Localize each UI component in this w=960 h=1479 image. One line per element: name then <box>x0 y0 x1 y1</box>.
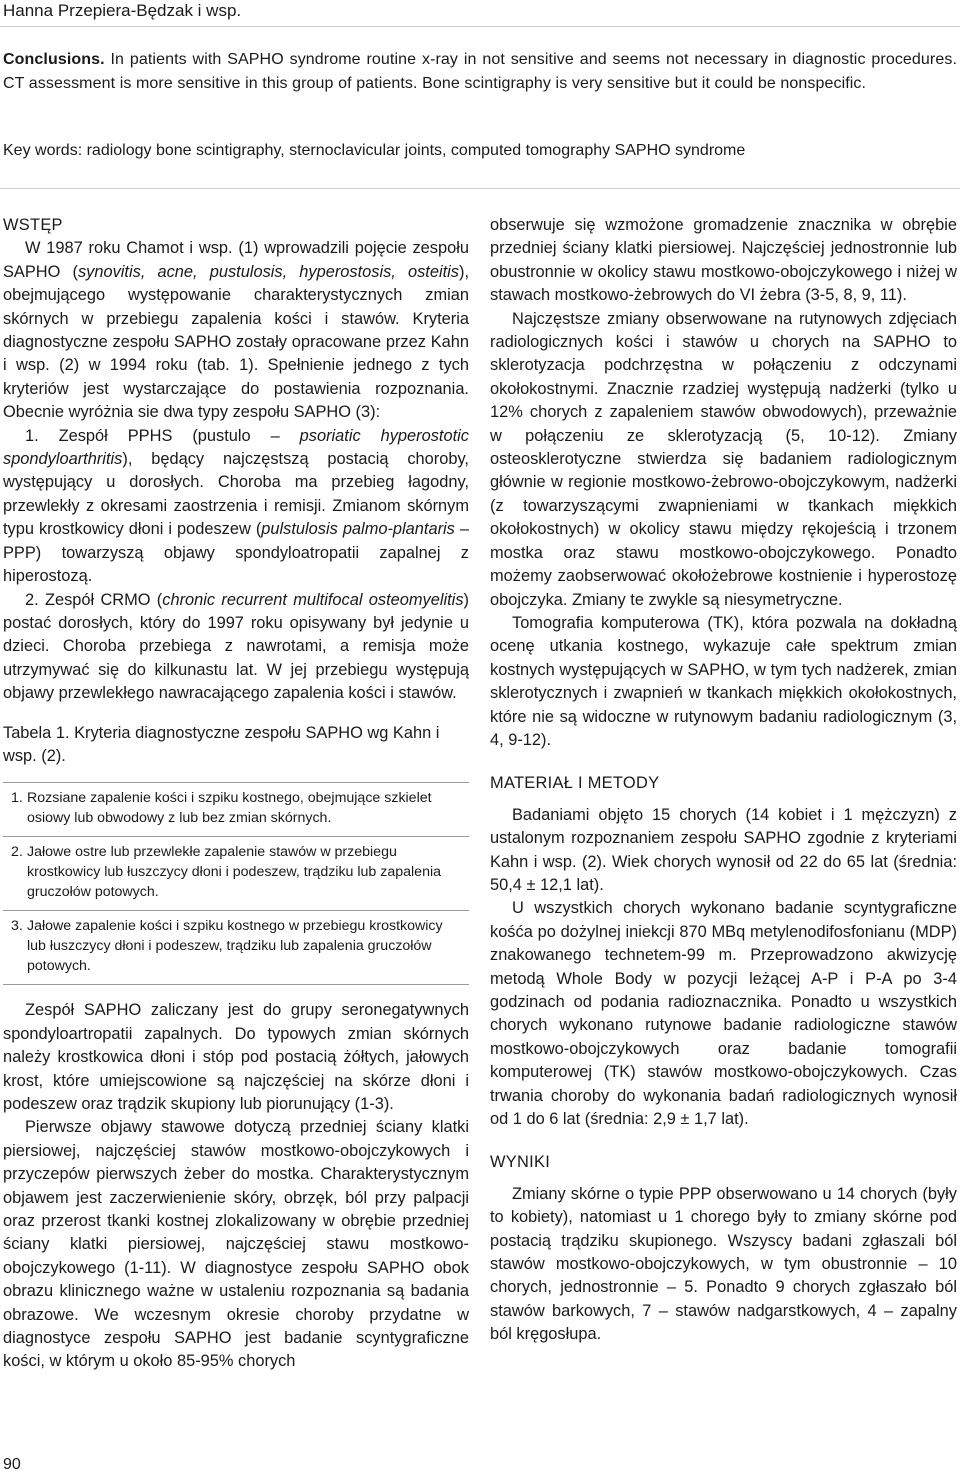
criterion-text: Jałowe zapalenie kości i szpiku kostnego w przebiegu krostkowicy lub łuszczycy dłoni i podeszew, trądziku lub zapalenia gruczołów potowych. <box>27 918 443 975</box>
header-divider <box>0 26 960 27</box>
heading-methods: MATERIAŁ I METODY <box>490 774 660 793</box>
intro-paragraph-3 <box>3 589 469 706</box>
table-caption: Tabela 1. Kryteria diagnostyczne zespołu SAPHO wg Kahn i wsp. (2). <box>3 723 440 765</box>
heading-results: WYNIKI <box>490 1153 551 1172</box>
methods-paragraph-1: Badaniami objęto 15 chorych (14 kobiet i 1 mężczyzn) z ustalonym rozpoznaniem zespołu SAPHO zgodnie z kryteriami Kahn i wsp. (2). Wiek chorych wynosił od 22 do 65 lat (średnia: 50,4 ± 12,1 lat). <box>490 805 957 894</box>
keywords: Key words: radiology bone scintigraphy, sternoclavicular joints, computed tomography SAPHO syndrome <box>3 142 746 159</box>
table-row <box>3 837 469 911</box>
intro-paragraph-4: Zespół SAPHO zaliczany jest do grupy seronegatywnych spondyloartropatii zapalnych. Do typowych zmian skórnych należy krostkowica dłoni i stóp pod postacią żółtych, jałowych krost, które umiejscowione są najczęściej na skórze dłoni i podeszew oraz trądzik skupiony lub piorunujący (1-3). <box>3 1001 469 1113</box>
italic-run: synovitis, acne, pustulosis, hyperostosis, osteitis <box>77 262 459 281</box>
criterion-number: 1. <box>11 790 23 807</box>
italic-run: chronic recurrent multifocal osteomyelitis <box>162 590 464 609</box>
table-cell <box>3 911 469 985</box>
criterion-text: Jałowe ostre lub przewlekłe zapalenie stawów w przebiegu krostkowicy lub łuszczycy dłoni i podeszew, trądziku lub zapalenia gruczołów potowych. <box>27 844 441 901</box>
table-cell <box>3 783 469 837</box>
italic-run: pulstulosis palmo-plantaris <box>261 520 455 539</box>
text-run: 1. Zespół PPHS (pustulo – <box>25 426 300 445</box>
conclusions-text: In patients with SAPHO syndrome routine x-ray in not sensitive and seems not necessary in diagnostic procedures. CT assessment is more sensitive in this group of patients. Bone scintigraphy is very sensitive but it could be nonspecific. <box>3 51 957 92</box>
abstract-conclusions <box>3 48 957 95</box>
intro-paragraph-5: Pierwsze objawy stawowe dotyczą przedniej ściany klatki piersiowej, najczęściej stawów mostkowo-obojczykowych i przyczepów pierwszych żeber do mostka. Charakterystycznym objawem jest zaczerwienienie skóry, obrzęk, ból przy palpacji oraz przerost tkanki kostnej zlokalizowany w obrębie przedniej ściany klatki piersiowej, najczęściej stawu mostkowo-obojczykowego (1-11). W diagnostyce zespołu SAPHO obok obrazu klinicznego ważne w ustaleniu rozpoznania są badania obrazowe. We wczesnym okresie choroby przydatne w diagnostyce zespołu SAPHO jest badanie scyntygraficzne kości, w którym u około 85-95% chorych <box>3 1118 469 1371</box>
table-row <box>3 783 469 837</box>
text-run: ), obejmującego występowanie charakterystycznych zmian skórnych w przebiegu zapalenia kości i stawów. Kryteria diagnostyczne zespołu SAPHO zostały opracowane przez Kahn i wsp. (2) w 1994 roku (tab. 1). Spełnienie jednego z tych kryteriów jest wystarczające do postawienia rozpoznania. Obecnie wyróżnia sie dwa typy zespołu SAPHO (3): <box>3 262 469 422</box>
radiology-paragraph: Najczęstsze zmiany obserwowane na rutynowych zdjęciach radiologicznych kości i stawów u chorych na SAPHO to sklerotyzacja podchrzęstna w połączeniu z odczynami okołokostnymi. Znacznie rzadziej występują nadżerki (tylko u 12% chorych z zapaleniem stawów obwodowych), przeważnie w połączeniu ze sklerotyzacją (5, 10-12). Zmiany osteosklerotyczne stwierdza się badaniem radiologicznym głównie w regionie mostkowo-żebrowo-obojczykowym, nadżerki (z towarzyszącymi zwapnieniami w tkankach miękkich okołokostnych) w okolicy stawu między rękojeścią i trzonem mostka oraz stawu mostkowo-obojczykowego. Ponadto możemy zaobserwować okołożebrowe kostnienie i hyperostozę obojczyka. Zmiany te zwykle są niesymetryczne. <box>490 309 957 609</box>
conclusions-label: Conclusions. <box>3 51 105 68</box>
intro-paragraph-2 <box>3 425 469 589</box>
text-run: – PPP) towarzyszą objawy spondyloatropatii zapalnej z hiperostozą. <box>3 520 470 586</box>
criterion-number: 3. <box>11 918 23 935</box>
continuation-paragraph: obserwuje się wzmożone gromadzenie znacznika w obrębie przedniej ściany klatki piersiowej. Najczęściej jednostronnie lub obustronnie w okolicy stawu mostkowo-obojczykowego i niżej w stawach mostkowo-żebrowych do VI żebra (3-5, 8, 9, 11). <box>490 216 957 305</box>
page-number: 90 <box>3 1456 21 1473</box>
heading-introduction: WSTĘP <box>3 216 63 234</box>
right-column <box>490 214 957 1347</box>
table-row <box>3 911 469 985</box>
text-run: ) postać dorosłych, który do 1997 roku opisywany był jedynie u dzieci. Choroba przebiega z nawrotami, a remisja może utrzymywać się do kilkunastu lat. W jej przebiegu występują objawy przewlekłego nawracającego zapalenia kości i stawów. <box>3 590 469 703</box>
italic-run: psoriatic hyperostotic spondyloarthritis <box>3 426 469 469</box>
text-run: ), będący najczęstszą postacią choroby, występujący u dorosłych. Choroba ma przebieg łagodny, przewlekły z okresami zaostrzenia i remisji. Zmianom skórnym typu krostkowicy dłoni i podeszew ( <box>3 450 469 539</box>
left-column <box>3 214 469 1374</box>
criteria-table <box>3 782 469 985</box>
results-paragraph: Zmiany skórne o typie PPP obserwowano u 14 chorych (były to kobiety), natomiast u 1 chorego były to zmiany skórne pod postacią trądziku skupionego. Wszyscy badani zgłaszali ból stawów mostkowo-obojczykowych, w tym obustronnie – 10 chorych, jednostronnie – 5. Ponadto 9 chorych zgłaszało ból stawów barkowych, 7 – stawów nadgarstkowych, 4 – zapalny ból kręgosłupa. <box>490 1184 957 1344</box>
criterion-text: Rozsiane zapalenie kości i szpiku kostnego, obejmujące szkielet osiowy lub obwodowy z lub bez zmian skórnych. <box>27 790 432 827</box>
methods-paragraph-2: U wszystkich chorych wykonano badanie scyntygraficzne kośća po dożylnej iniekcji 870 MBq metylenodifosfonianu (MDP) znakowanego technetem-99 m. Przeprowadzono akwizycję metodą Whole Body w pozycji leżącej A-P i P-A po 3-4 godzinach od podania radioznacznika. Ponadto u wszystkich chorych wykonano rutynowe badanie radiologiczne stawów mostkowo-obojczykowych oraz badanie tomografii komputerowej (TK) stawów mostkowo-obojczykowych. Czas trwania choroby do wykonania badań radiologicznych wynosił od 1 do 6 lat (średnia: 2,9 ± 1,7 lat). <box>490 899 957 1129</box>
section-divider <box>0 188 960 189</box>
running-header: Hanna Przepiera-Będzak i wsp. <box>3 1 242 20</box>
text-run: W 1987 roku Chamot i wsp. (1) wprowadzili pojęcie zespołu SAPHO ( <box>3 239 469 281</box>
ct-paragraph: Tomografia komputerowa (TK), która pozwala na dokładną ocenę utkania kostnego, wykazuje całe spektrum zmian kostnych występujących w SAPHO, w tym tych nadżerek, zmian sklerotycznych i zwapnień w tkankach miękkich okołokostnych, które nie są widoczne w rutynowym badaniu radiologicznym (3, 4, 9-12). <box>490 613 957 749</box>
intro-paragraph-1 <box>3 237 469 424</box>
table-cell <box>3 837 469 911</box>
criterion-number: 2. <box>11 844 23 861</box>
text-run: 2. Zespół CRMO ( <box>25 590 163 609</box>
